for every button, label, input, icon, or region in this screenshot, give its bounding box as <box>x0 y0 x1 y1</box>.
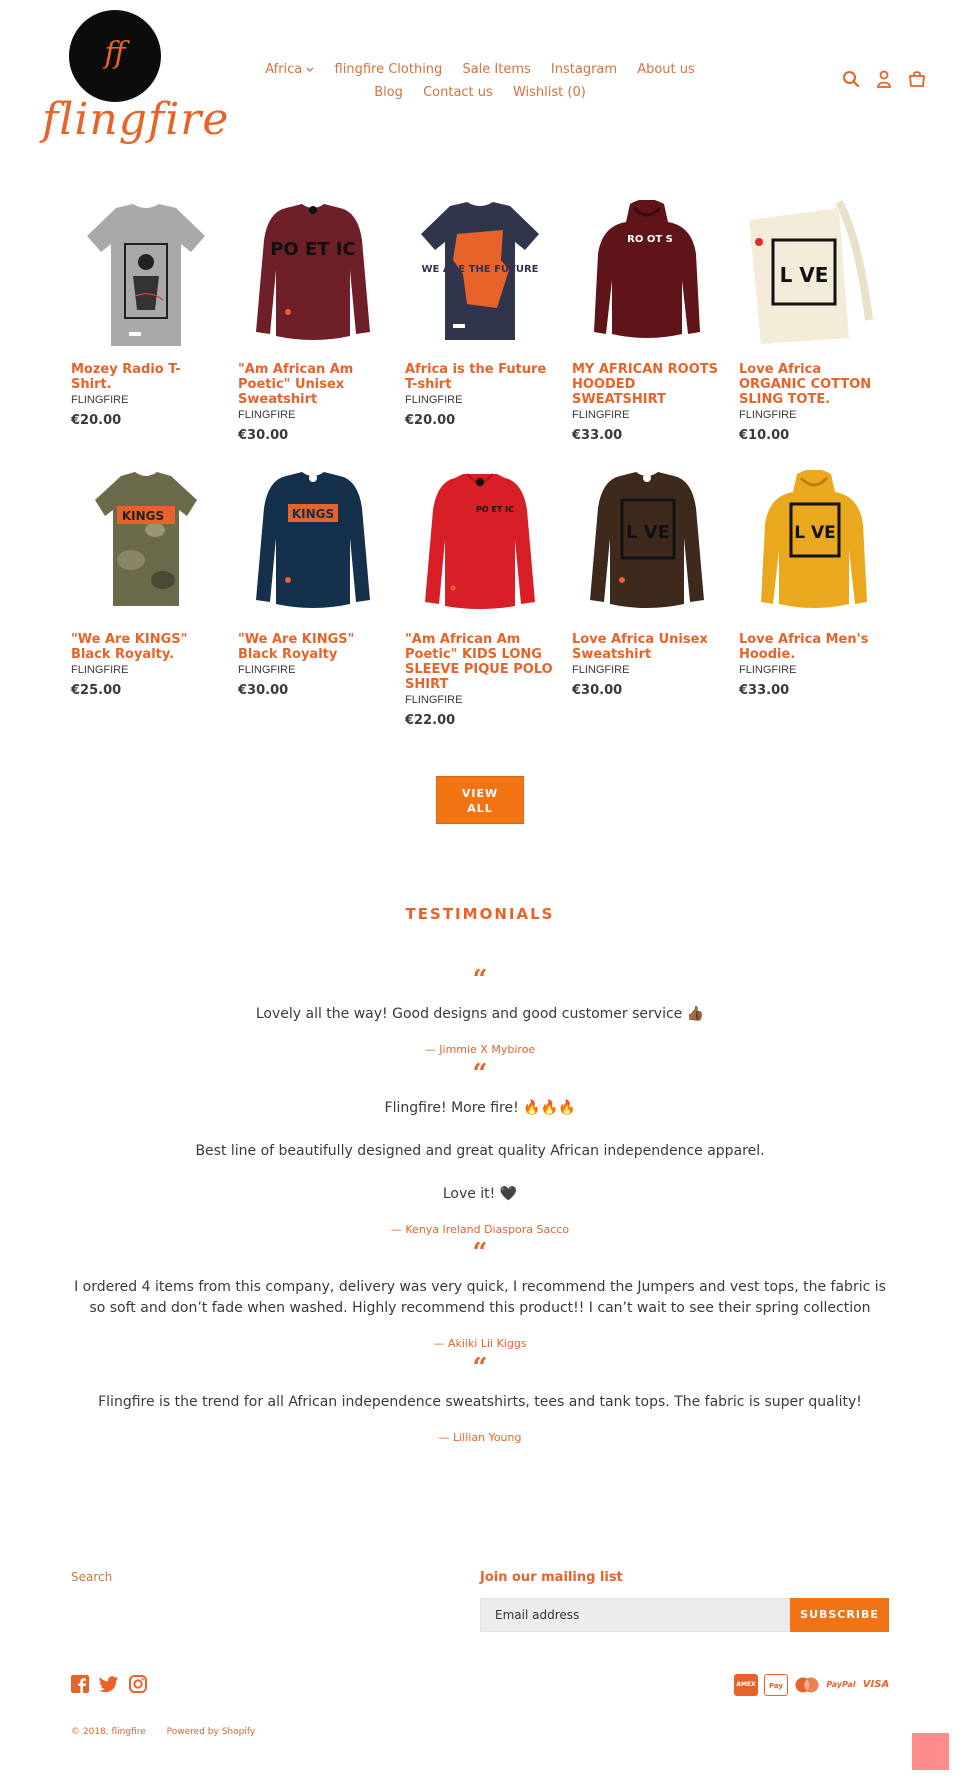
product-card[interactable] <box>71 200 221 428</box>
print-text: L VE <box>626 522 670 543</box>
social-links <box>71 1675 147 1693</box>
product-card[interactable] <box>572 200 722 443</box>
nav-item-label: Africa <box>265 62 303 77</box>
nav-item-clothing[interactable]: flingfire Clothing <box>334 62 443 77</box>
product-card[interactable] <box>405 470 555 728</box>
main-nav <box>230 58 730 104</box>
product-title[interactable]: MY AFRICAN ROOTS HOODED SWEATSHIRT <box>572 362 719 407</box>
site-header <box>0 0 960 160</box>
product-image[interactable] <box>71 200 221 350</box>
product-price: €33.00 <box>739 683 790 698</box>
product-card[interactable] <box>71 470 221 698</box>
quote-mark-icon: “ <box>472 1238 488 1268</box>
product-price: €20.00 <box>71 413 122 428</box>
testimonial-line: I ordered 4 items from this company, delivery was very quick, I recommend the Jumpers and vest tops, the fabric is so soft and don’t fade when washed. Highly recommend this product!! I can’t wait to see their spring collection <box>74 1279 886 1316</box>
payment-methods <box>734 1674 890 1696</box>
nav-row-1 <box>230 58 730 81</box>
footer-search-link[interactable]: Search <box>71 1570 113 1584</box>
facebook-icon[interactable] <box>71 1675 89 1693</box>
product-image[interactable] <box>71 470 221 620</box>
product-price: €20.00 <box>405 413 456 428</box>
copyright-text: © 2018, flingfire <box>71 1727 146 1737</box>
print-text: KINGS <box>291 507 335 521</box>
testimonial <box>70 1059 890 1236</box>
search-icon[interactable] <box>842 70 860 88</box>
product-card[interactable] <box>739 200 889 443</box>
quote-mark-icon: “ <box>472 1059 488 1089</box>
product-title[interactable]: "We Are KINGS" Black Royalty. <box>71 632 188 662</box>
product-vendor: FLINGFIRE <box>739 664 797 676</box>
product-card[interactable] <box>572 470 722 698</box>
product-card[interactable] <box>739 470 889 698</box>
testimonial-author: — Akiiki Lii Kiggs <box>433 1337 527 1350</box>
product-card[interactable] <box>238 200 388 443</box>
product-vendor: FLINGFIRE <box>238 664 296 676</box>
nav-item-instagram[interactable]: Instagram <box>550 62 618 77</box>
chevron-down-icon <box>306 67 314 73</box>
nav-row-2 <box>230 81 730 104</box>
newsletter-form <box>480 1598 889 1632</box>
product-title[interactable]: "We Are KINGS" Black Royalty <box>238 632 355 662</box>
product-image[interactable] <box>739 200 889 350</box>
product-image[interactable] <box>572 200 722 350</box>
view-all-button[interactable]: VIEW ALL <box>436 776 524 824</box>
product-title[interactable]: Love Africa ORGANIC COTTON SLING TOTE. <box>739 362 872 407</box>
product-title[interactable]: Love Africa Men's Hoodie. <box>739 632 869 662</box>
product-vendor: FLINGFIRE <box>71 664 129 676</box>
apple-pay-icon: Pay <box>764 1674 788 1696</box>
product-vendor: FLINGFIRE <box>405 394 463 406</box>
site-logo[interactable] <box>42 10 230 150</box>
header-icons <box>842 70 926 88</box>
print-text: PO ET IC <box>270 239 356 260</box>
testimonial-text <box>70 1098 890 1205</box>
testimonial <box>70 965 890 1056</box>
print-text: L VE <box>794 523 836 543</box>
product-vendor: FLINGFIRE <box>572 664 630 676</box>
testimonial-text <box>70 1277 890 1319</box>
testimonial-line: Lovely all the way! Good designs and good customer service 👍🏾 <box>255 1006 705 1022</box>
testimonial-line: Flingfire is the trend for all African independence sweatshirts, tees and tank tops. The fabric is super quality! <box>98 1394 862 1410</box>
product-image[interactable] <box>572 470 722 620</box>
testimonials-heading: TESTIMONIALS <box>405 905 555 923</box>
product-image[interactable] <box>405 470 555 620</box>
product-price: €22.00 <box>405 713 456 728</box>
product-title[interactable]: Love Africa Unisex Sweatshirt <box>572 632 708 662</box>
product-price: €30.00 <box>572 683 623 698</box>
testimonial <box>70 1353 890 1444</box>
product-vendor: FLINGFIRE <box>238 409 296 421</box>
testimonial-author: — Kenya Ireland Diaspora Sacco <box>390 1223 570 1236</box>
product-price: €25.00 <box>71 683 122 698</box>
nav-item-contact[interactable]: Contact us <box>423 85 493 100</box>
user-icon[interactable] <box>876 70 892 88</box>
print-text: PO ET IC <box>475 505 515 514</box>
nav-item-blog[interactable]: Blog <box>374 85 403 100</box>
product-image[interactable] <box>739 470 889 620</box>
testimonial-text <box>70 1392 890 1413</box>
logo-monogram: ff <box>69 10 161 102</box>
product-title[interactable]: "Am African Am Poetic" Unisex Sweatshirt <box>238 362 354 407</box>
product-vendor: FLINGFIRE <box>71 394 129 406</box>
nav-item-africa[interactable] <box>265 62 314 77</box>
nav-item-sale[interactable]: Sale Items <box>462 62 531 77</box>
print-text: WE ARE THE FUTURE <box>421 264 539 275</box>
product-price: €30.00 <box>238 428 289 443</box>
print-text: L VE <box>779 263 829 287</box>
email-input[interactable]: Email address <box>480 1598 790 1632</box>
product-image[interactable] <box>405 200 555 350</box>
print-text: RO OT S <box>627 234 673 245</box>
testimonial-author: — Jimmie X Mybiroe <box>424 1043 536 1056</box>
product-image[interactable] <box>238 470 388 620</box>
quote-mark-icon: “ <box>472 965 488 995</box>
product-vendor: FLINGFIRE <box>405 694 463 706</box>
nav-item-wishlist[interactable]: Wishlist (0) <box>512 85 586 100</box>
testimonial-text <box>70 1004 890 1025</box>
product-price: €33.00 <box>572 428 623 443</box>
visa-icon: VISA <box>862 1679 890 1690</box>
amex-icon: AMEX <box>734 1674 758 1696</box>
print-text: KINGS <box>121 509 165 523</box>
mastercard-icon <box>794 1674 820 1696</box>
product-vendor: FLINGFIRE <box>572 409 630 421</box>
cart-icon[interactable] <box>908 70 926 88</box>
product-title[interactable]: Mozey Radio T-Shirt. <box>71 362 181 392</box>
testimonial <box>70 1238 890 1350</box>
testimonial-line: Love it! 🖤 <box>442 1186 518 1202</box>
mailing-list-title: Join our mailing list <box>480 1570 623 1585</box>
product-title[interactable]: Africa is the Future T-shirt <box>405 362 547 392</box>
product-card[interactable] <box>405 200 555 428</box>
instagram-icon[interactable] <box>129 1675 147 1693</box>
nav-item-about[interactable]: About us <box>637 62 695 77</box>
product-image[interactable] <box>238 200 388 350</box>
product-price: €10.00 <box>739 428 790 443</box>
testimonial-line: Best line of beautifully designed and great quality African independence apparel. <box>195 1143 765 1159</box>
testimonial-author: — Lillian Young <box>438 1431 522 1444</box>
testimonial-line: Flingfire! More fire! 🔥🔥🔥 <box>384 1100 576 1116</box>
product-title[interactable]: "Am African Am Poetic" KIDS LONG SLEEVE PIQUE POLO SHIRT <box>405 632 553 692</box>
copyright <box>71 1727 273 1737</box>
subscribe-button[interactable]: SUBSCRIBE <box>790 1598 889 1632</box>
powered-by-link[interactable]: Powered by Shopify <box>166 1727 256 1737</box>
product-price: €30.00 <box>238 683 289 698</box>
paypal-icon: PayPal <box>826 1680 856 1689</box>
twitter-icon[interactable] <box>99 1675 119 1693</box>
product-vendor: FLINGFIRE <box>739 409 797 421</box>
product-card[interactable] <box>238 470 388 698</box>
chat-widget-button[interactable] <box>912 1733 949 1770</box>
quote-mark-icon: “ <box>472 1353 488 1383</box>
logo-wordmark: flingfire <box>42 94 230 145</box>
